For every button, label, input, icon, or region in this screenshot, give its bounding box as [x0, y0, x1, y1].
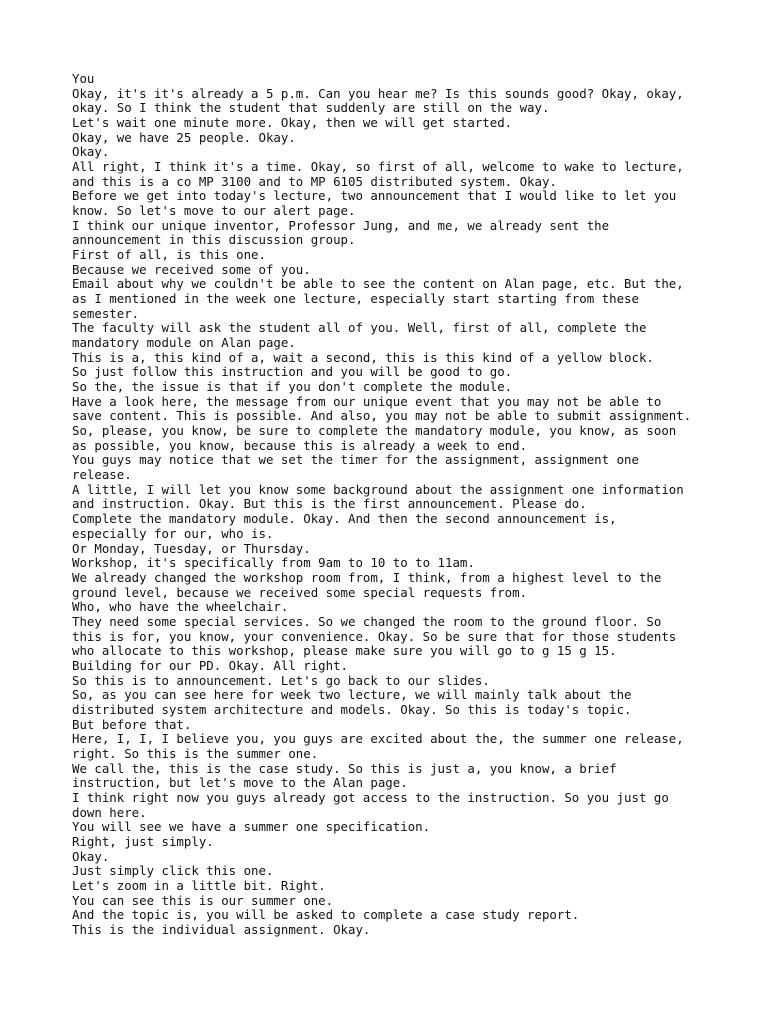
transcript-line: They need some special services. So we changed the room to the ground floor. So	[72, 613, 662, 629]
transcript-line: right. So this is the summer one.	[72, 745, 319, 761]
transcript-line: So just follow this instruction and you will be good to go.	[72, 364, 513, 380]
transcript-line: save content. This is possible. And also, you may not be able to submit assignment.	[72, 408, 692, 424]
transcript-line: especially for our, who is.	[72, 525, 274, 541]
transcript-line: mandatory module on Alan page.	[72, 335, 296, 351]
transcript-line: But before that.	[72, 716, 192, 732]
transcript-line: Workshop, it's specifically from 9am to 10 to to 11am.	[72, 555, 475, 571]
transcript-line: So, as you can see here for week two lecture, we will mainly talk about the	[72, 687, 632, 703]
transcript-line: I think our unique inventor, Professor Jung, and me, we already sent the	[72, 217, 610, 233]
transcript-line: Here, I, I, I believe you, you guys are excited about the, the summer one release,	[72, 731, 684, 747]
transcript-line: Email about why we couldn't be able to see the content on Alan page, etc. But the,	[72, 276, 684, 292]
transcript-line: announcement in this discussion group.	[72, 232, 356, 248]
transcript-line: This is the individual assignment. Okay.	[72, 921, 371, 937]
transcript-line: as possible, you know, because this is already a week to end.	[72, 437, 528, 453]
transcript-line: The faculty will ask the student all of you. Well, first of all, complete the	[72, 320, 647, 336]
transcript-line: You	[72, 71, 95, 86]
transcript-line: A little, I will let you know some background about the assignment one information	[72, 481, 684, 497]
transcript-line: You can see this is our summer one.	[72, 892, 334, 908]
transcript-line: and this is a co MP 3100 and to MP 6105 distributed system. Okay.	[72, 173, 557, 189]
transcript-line: instruction, but let's move to the Alan page.	[72, 775, 408, 791]
transcript-line: I think right now you guys already got access to the instruction. So you just go	[72, 789, 669, 805]
transcript-line: distributed system architecture and models. Okay. So this is today's topic.	[72, 701, 632, 717]
transcript-line: okay. So I think the student that suddenly are still on the way.	[72, 100, 550, 116]
transcript-line: Let's zoom in a little bit. Right.	[72, 877, 326, 893]
transcript-line: release.	[72, 467, 132, 483]
transcript-line: ground level, because we received some special requests from.	[72, 584, 528, 600]
transcript-line: So, please, you know, be sure to complete the mandatory module, you know, as soon	[72, 423, 677, 439]
transcript-line: Before we get into today's lecture, two announcement that I would like to let you	[72, 188, 677, 204]
transcript-line: Have a look here, the message from our unique event that you may not be able to	[72, 393, 662, 409]
transcript-line: And the topic is, you will be asked to complete a case study report.	[72, 907, 580, 923]
transcript-line: who allocate to this workshop, please make sure you will go to g 15 g 15.	[72, 643, 617, 659]
transcript-line: All right, I think it's a time. Okay, so first of all, welcome to wake to lecture,	[72, 159, 684, 175]
transcript-line: Okay.	[72, 144, 110, 160]
transcript-line: We call the, this is the case study. So this is just a, you know, a brief	[72, 760, 617, 776]
transcript-line: So the, the issue is that if you don't complete the module.	[72, 379, 513, 395]
transcript-line: You will see we have a summer one specification.	[72, 819, 431, 835]
transcript-line: This is a, this kind of a, wait a second, this is this kind of a yellow block.	[72, 349, 654, 365]
transcript-line: semester.	[72, 305, 140, 321]
transcript-line: First of all, is this one.	[72, 247, 266, 263]
transcript-line: Who, who have the wheelchair.	[72, 599, 289, 615]
transcript-line: as I mentioned in the week one lecture, especially start starting from these	[72, 291, 639, 307]
transcript-line: Right, just simply.	[72, 833, 214, 849]
transcript-line: You guys may notice that we set the timer for the assignment, assignment one	[72, 452, 639, 468]
transcript-line: Just simply click this one.	[72, 863, 274, 879]
transcript-line: know. So let's move to our alert page.	[72, 203, 356, 219]
transcript-line: We already changed the workshop room from, I think, from a highest level to the	[72, 569, 662, 585]
transcript-line: Okay, it's it's already a 5 p.m. Can you hear me? Is this sounds good? Okay, okay,	[72, 85, 684, 101]
transcript-text	[72, 72, 712, 938]
transcript-line: and instruction. Okay. But this is the first announcement. Please do.	[72, 496, 587, 512]
transcript-line: down here.	[72, 804, 147, 820]
transcript-line: Or Monday, Tuesday, or Thursday.	[72, 540, 311, 556]
transcript-line: Building for our PD. Okay. All right.	[72, 657, 349, 673]
transcript-line: Complete the mandatory module. Okay. And then the second announcement is,	[72, 511, 617, 527]
transcript-line: So this is to announcement. Let's go back to our slides.	[72, 672, 490, 688]
transcript-line: Let's wait one minute more. Okay, then we will get started.	[72, 115, 513, 131]
transcript-line: Okay, we have 25 people. Okay.	[72, 129, 296, 145]
transcript-line: Okay.	[72, 848, 110, 864]
transcript-line: Because we received some of you.	[72, 261, 311, 277]
transcript-line: this is for, you know, your convenience. Okay. So be sure that for those students	[72, 628, 677, 644]
